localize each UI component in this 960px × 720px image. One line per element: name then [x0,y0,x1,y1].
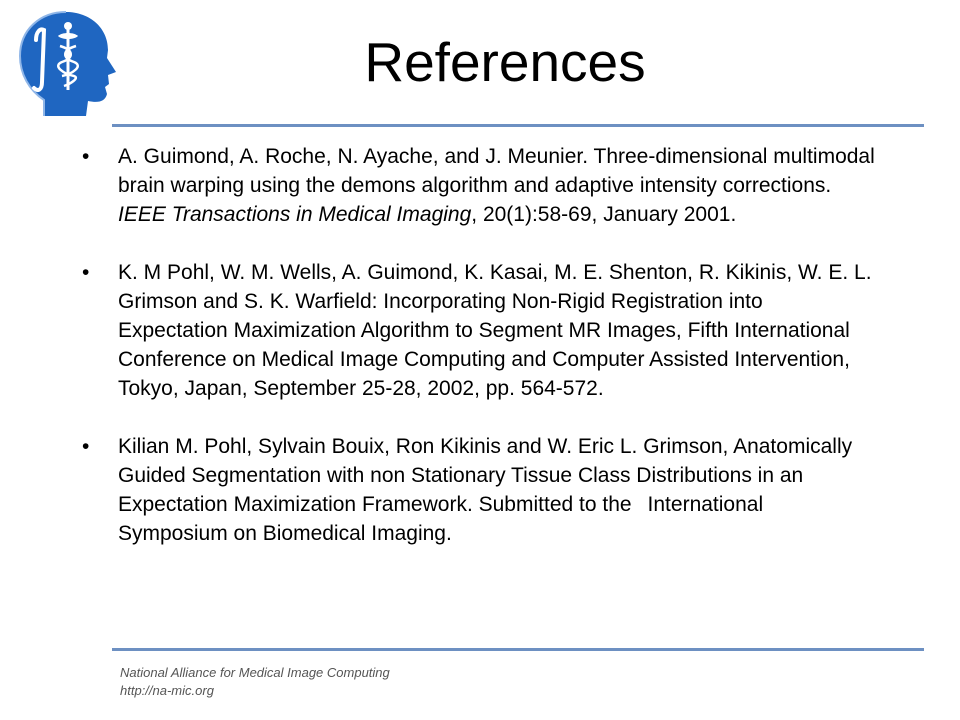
reference-text: A. Guimond, A. Roche, N. Ayache, and J. Meunier. Three-dimensional multimodal brain warping using the demons algorithm and adaptive intensity corrections. [118,145,875,197]
reference-item [80,432,876,548]
footer-divider [112,648,924,651]
bullet: • [82,435,90,458]
header-divider [112,124,924,127]
page-title: References [364,31,646,93]
reference-journal: IEEE Transactions in Medical Imaging [118,203,472,226]
footer-url: http://na-mic.org [120,683,214,698]
reference-text: , 20(1):58-69, January 2001. [471,203,737,226]
reference-text: K. M Pohl, W. M. Wells, A. Guimond, K. Kasai, M. E. Shenton, R. Kikinis, W. E. L. Grimson and S. K. Warfield: Incorporating Non-Rigid Registration into Expectation Maximization Algorithm to Segment MR Images, Fifth International Conference on Medical Image Computing and Computer Assisted Intervention, Tokyo, Japan, September 25-28, 2002, pp. 564-572. [118,261,872,400]
reference-list [80,142,876,577]
bullet: • [82,145,90,168]
reference-text: International Symposium on Biomedical Imaging. [118,493,764,545]
bullet: • [82,261,90,284]
reference-item [80,142,876,229]
footer [120,664,390,700]
footer-organization: National Alliance for Medical Image Computing [120,665,390,680]
reference-item [80,258,876,403]
reference-text: Kilian M. Pohl, Sylvain Bouix, Ron Kikinis and W. Eric L. Grimson, Anatomically Guided Segmentation with non Stationary Tissue Class Distributions in an Expectation Maximization Framework. Submitted to the [118,435,853,516]
